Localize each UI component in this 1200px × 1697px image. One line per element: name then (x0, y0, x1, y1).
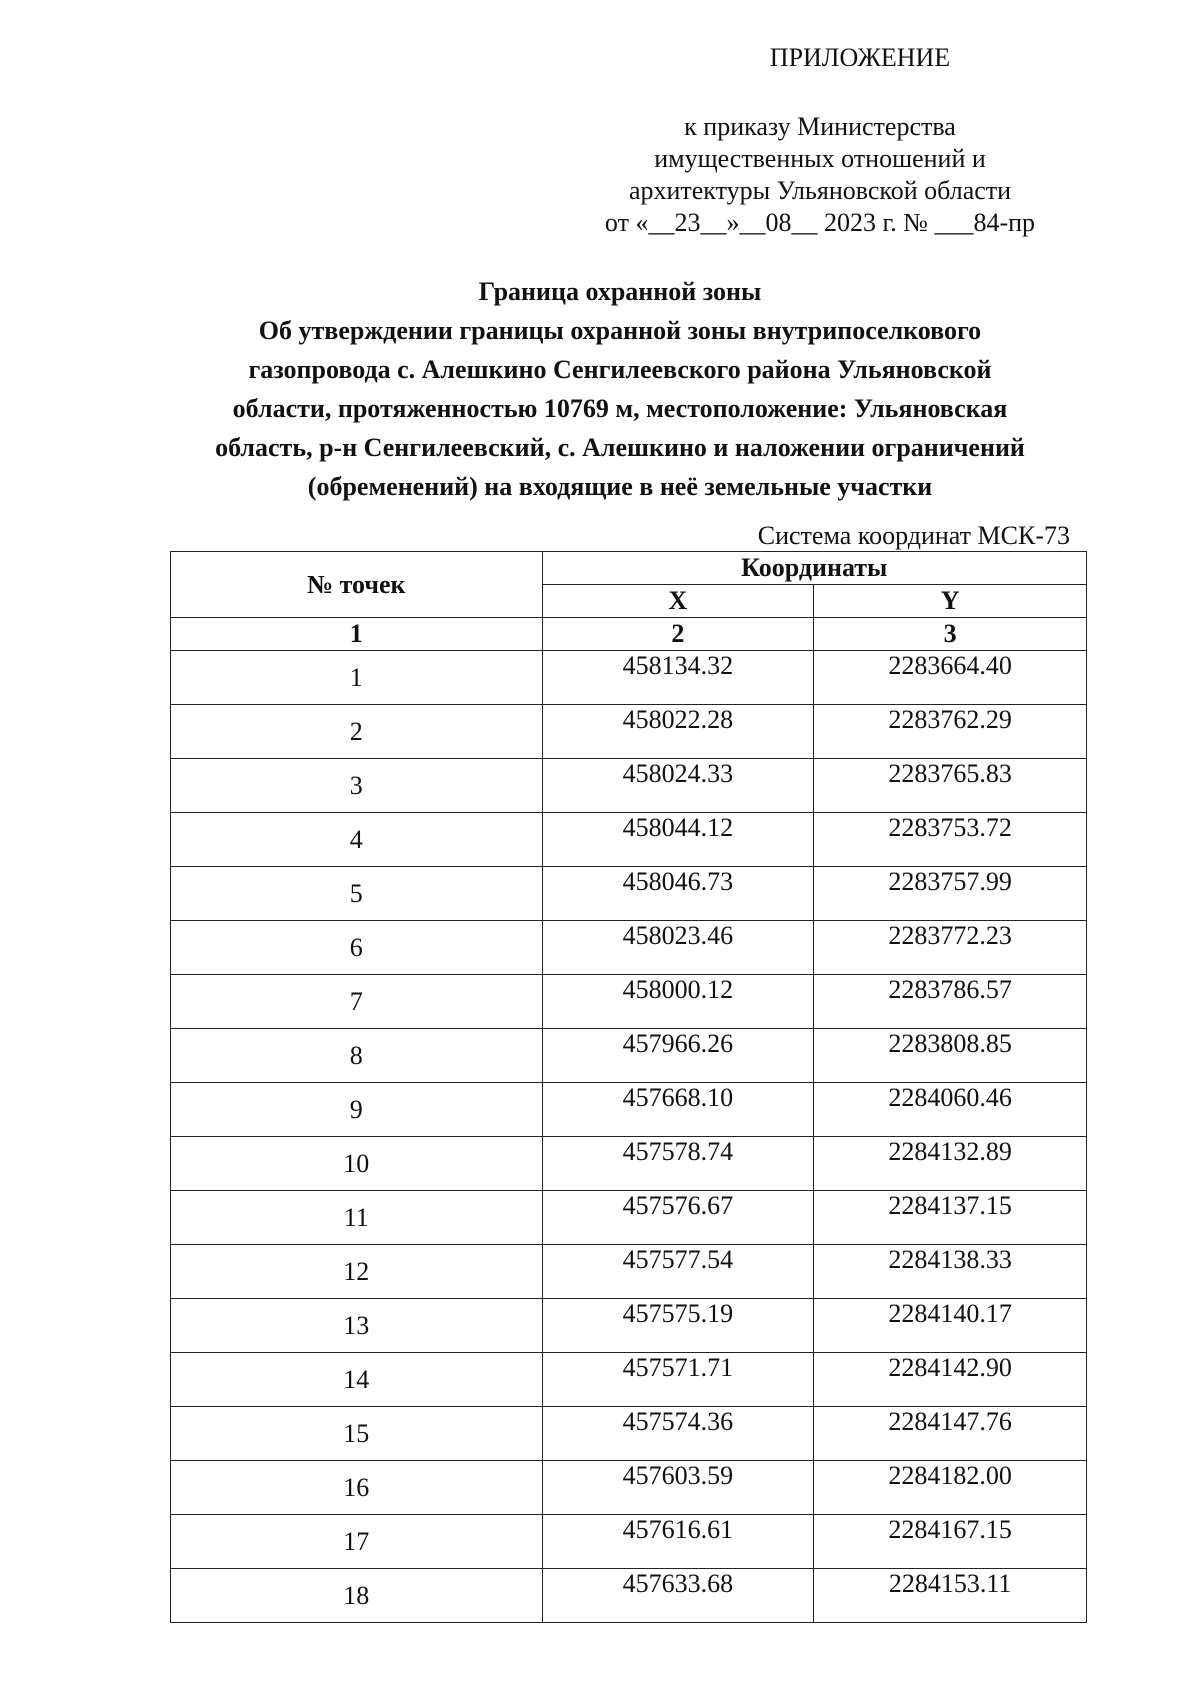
x-coordinate-cell: 458000.12 (542, 975, 814, 1029)
table-row (171, 921, 1087, 975)
point-number-cell: 17 (171, 1515, 543, 1569)
y-coordinate-cell: 2284132.89 (814, 1137, 1087, 1191)
document-title (150, 272, 1090, 506)
x-coordinate-cell: 457576.67 (542, 1191, 814, 1245)
y-coordinate-cell: 2283757.99 (814, 867, 1087, 921)
y-coordinate-cell: 2284142.90 (814, 1353, 1087, 1407)
y-coordinate-cell: 2284060.46 (814, 1083, 1087, 1137)
column-number-3: 3 (814, 618, 1087, 651)
point-number-cell: 6 (171, 921, 543, 975)
y-coordinate-cell: 2283765.83 (814, 759, 1087, 813)
document-title-line: область, р-н Сенгилеевский, с. Алешкино и наложении ограничений (215, 433, 1025, 462)
point-number-cell: 2 (171, 705, 543, 759)
y-coordinate-cell: 2283772.23 (814, 921, 1087, 975)
x-coordinate-cell: 457668.10 (542, 1083, 814, 1137)
table-row (171, 1137, 1087, 1191)
y-coordinate-cell: 2284140.17 (814, 1299, 1087, 1353)
x-coordinate-cell: 457575.19 (542, 1299, 814, 1353)
table-row (171, 1083, 1087, 1137)
coordinates-table-body (171, 651, 1087, 1623)
x-coordinate-cell: 457577.54 (542, 1245, 814, 1299)
x-coordinate-cell: 458024.33 (542, 759, 814, 813)
table-row (171, 1461, 1087, 1515)
x-coordinate-cell: 457571.71 (542, 1353, 814, 1407)
point-number-cell: 14 (171, 1353, 543, 1407)
x-coordinate-cell: 457616.61 (542, 1515, 814, 1569)
point-number-cell: 4 (171, 813, 543, 867)
y-coordinate-cell: 2284137.15 (814, 1191, 1087, 1245)
y-coordinate-cell: 2284138.33 (814, 1245, 1087, 1299)
order-reference-line: к приказу Министерства (684, 112, 956, 141)
x-column-header: X (542, 585, 814, 618)
table-row (171, 651, 1087, 705)
x-coordinate-cell: 457574.36 (542, 1407, 814, 1461)
column-number-2: 2 (542, 618, 814, 651)
x-coordinate-cell: 458023.46 (542, 921, 814, 975)
x-coordinate-cell: 458022.28 (542, 705, 814, 759)
y-coordinate-cell: 2283753.72 (814, 813, 1087, 867)
order-reference-line: от «__23__»__08__ 2023 г. № ___84-пр (604, 208, 1036, 237)
point-number-cell: 11 (171, 1191, 543, 1245)
point-number-cell: 10 (171, 1137, 543, 1191)
point-number-cell: 3 (171, 759, 543, 813)
y-coordinate-cell: 2284153.11 (814, 1569, 1087, 1623)
x-coordinate-cell: 457578.74 (542, 1137, 814, 1191)
x-coordinate-cell: 458044.12 (542, 813, 814, 867)
point-number-cell: 7 (171, 975, 543, 1029)
table-row (171, 1245, 1087, 1299)
table-row (171, 867, 1087, 921)
table-row (171, 1569, 1087, 1623)
y-coordinate-cell: 2283762.29 (814, 705, 1087, 759)
y-coordinate-cell: 2283786.57 (814, 975, 1087, 1029)
point-number-cell: 16 (171, 1461, 543, 1515)
y-coordinate-cell: 2283808.85 (814, 1029, 1087, 1083)
x-coordinate-cell: 457966.26 (542, 1029, 814, 1083)
point-number-cell: 5 (171, 867, 543, 921)
table-row (171, 1029, 1087, 1083)
y-column-header: Y (814, 585, 1087, 618)
point-number-cell: 12 (171, 1245, 543, 1299)
table-row (171, 1515, 1087, 1569)
appendix-title: ПРИЛОЖЕНИЕ (769, 43, 951, 72)
document-title-line: (обременений) на входящие в неё земельные участки (307, 472, 933, 501)
x-coordinate-cell: 457633.68 (542, 1569, 814, 1623)
table-row (171, 1407, 1087, 1461)
point-number-cell: 15 (171, 1407, 543, 1461)
order-reference (570, 111, 1070, 239)
table-row (171, 1353, 1087, 1407)
coordinates-column-header: Координаты (542, 552, 1087, 585)
table-row (171, 813, 1087, 867)
x-coordinate-cell: 457603.59 (542, 1461, 814, 1515)
point-number-cell: 13 (171, 1299, 543, 1353)
point-number-cell: 9 (171, 1083, 543, 1137)
y-coordinate-cell: 2284182.00 (814, 1461, 1087, 1515)
point-number-cell: 18 (171, 1569, 543, 1623)
point-number-cell: 8 (171, 1029, 543, 1083)
column-number-1: 1 (171, 618, 543, 651)
order-reference-line: архитектуры Ульяновской области (628, 176, 1012, 205)
table-row (171, 705, 1087, 759)
table-row (171, 1191, 1087, 1245)
y-coordinate-cell: 2284167.15 (814, 1515, 1087, 1569)
x-coordinate-cell: 458046.73 (542, 867, 814, 921)
y-coordinate-cell: 2283664.40 (814, 651, 1087, 705)
y-coordinate-cell: 2284147.76 (814, 1407, 1087, 1461)
document-title-line: Граница охранной зоны (478, 277, 762, 306)
table-row (171, 759, 1087, 813)
document-title-line: Об утверждении границы охранной зоны внутрипоселкового (258, 316, 982, 345)
points-column-header: № точек (171, 552, 543, 618)
table-row (171, 975, 1087, 1029)
x-coordinate-cell: 458134.32 (542, 651, 814, 705)
document-title-line: области, протяженностью 10769 м, местоположение: Ульяновская (232, 394, 1008, 423)
order-reference-line: имущественных отношений и (654, 144, 986, 173)
coordinates-table (170, 551, 1087, 1623)
point-number-cell: 1 (171, 651, 543, 705)
document-title-line: газопровода с. Алешкино Сенгилеевского района Ульяновской (248, 355, 992, 384)
coordinate-system-label: Система координат МСК-73 (757, 521, 1070, 550)
table-row (171, 1299, 1087, 1353)
